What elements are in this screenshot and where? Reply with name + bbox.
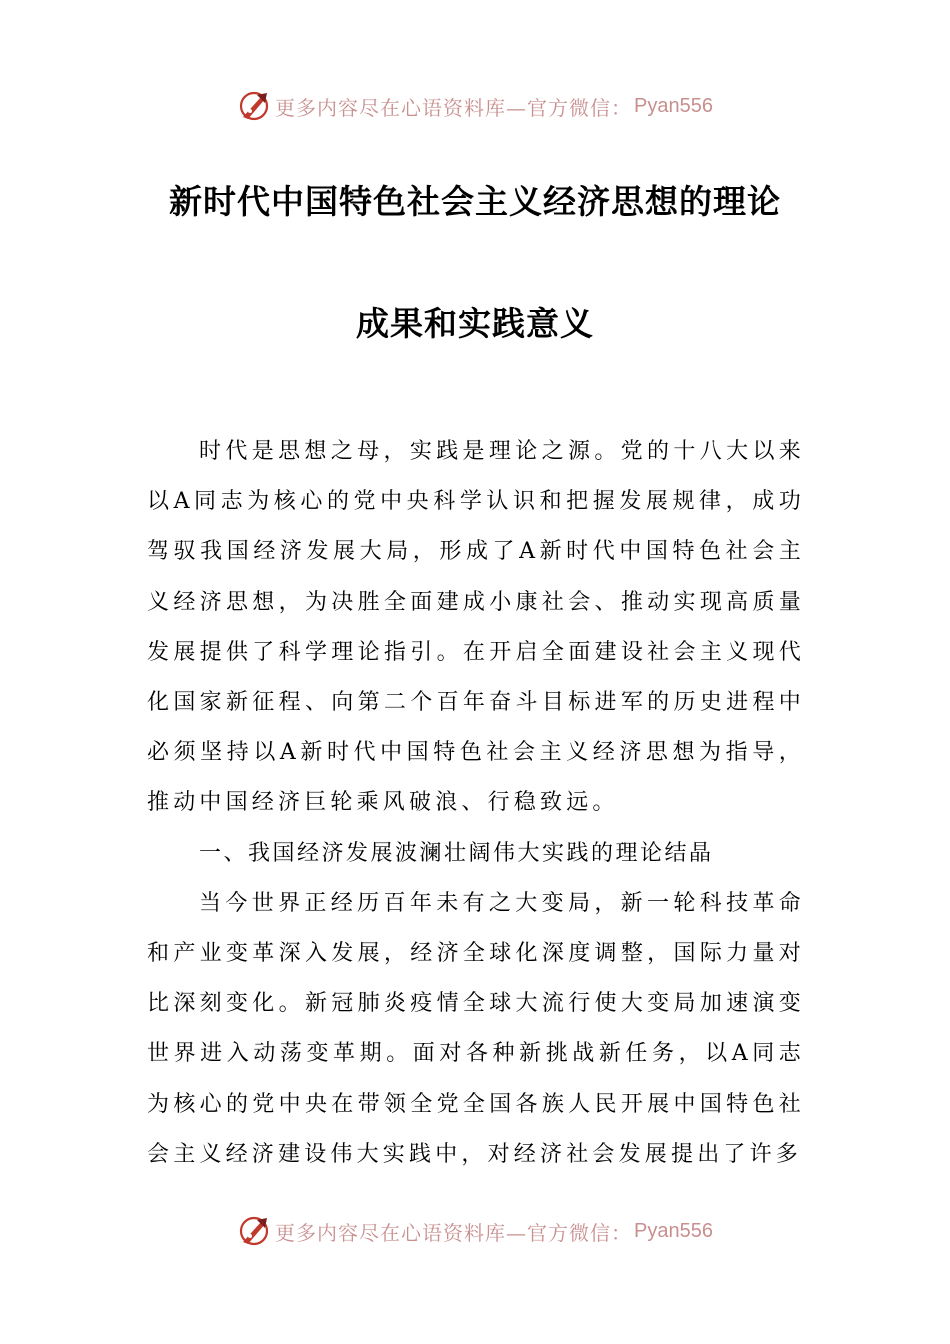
document-title-line-2: 成果和实践意义 [356, 304, 594, 343]
watermark-wechat-id: Pyan556 [634, 94, 713, 117]
section-heading-1: 一、我国经济发展波澜壮阔伟大实践的理论结晶 [199, 840, 714, 866]
watermark-wechat-id: Pyan556 [634, 1219, 713, 1242]
header-watermark [0, 84, 950, 128]
pen-nib-logo-icon [237, 89, 271, 123]
watermark-text: 更多内容尽在心语资料库—官方微信： [275, 1220, 633, 1245]
watermark-text: 更多内容尽在心语资料库—官方微信： [275, 95, 633, 120]
pen-nib-logo-icon [237, 1214, 271, 1248]
paragraph-section-1: 当今世界正经历百年未有之大变局，新一轮科技革命和产业变革深入发展，经济全球化深度调整，国际力量对比深刻变化。新冠肺炎疫情全球大流行使大变局加速演变世界进入动荡变革期。面对各种新挑战新任务，以A同志为核心的党中央在带领全党全国各族人民开展中国特色社会主义经济建设伟大实践中，对经济社会发展提出了许多 [147, 890, 805, 1167]
document-body [147, 427, 805, 1180]
document-title-line-1: 新时代中国特色社会主义经济思想的理论 [169, 182, 781, 221]
paragraph-intro: 时代是思想之母，实践是理论之源。党的十八大以来以A同志为核心的党中央科学认识和把握发展规律，成功驾驭我国经济发展大局，形成了A新时代中国特色社会主义经济思想，为决胜全面建成小康社会、推动实现高质量发展提供了科学理论指引。在开启全面建设社会主义现代化国家新征程、向第二个百年奋斗目标进军的历史进程中必须坚持以A新时代中国特色社会主义经济思想为指导，推动中国经济巨轮乘风破浪、行稳致远。 [147, 439, 805, 816]
footer-watermark [0, 1209, 950, 1253]
